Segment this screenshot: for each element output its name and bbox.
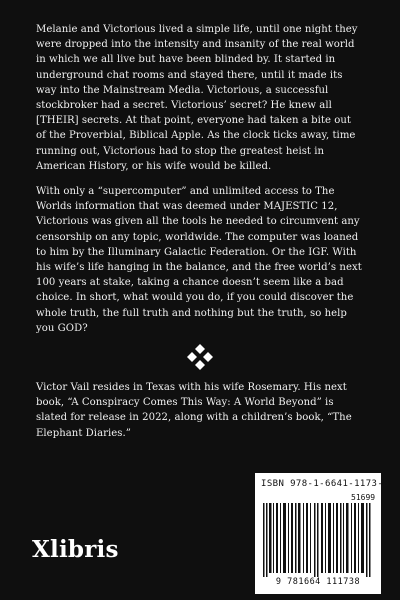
author-bio: Victor Vail resides in Texas with his wife Rosemary. His next book, “A Conspiracy Comes This Way: A World Beyond” is slated for release in 2022, along with a children’s book, “The Elephant Diaries.” (36, 382, 352, 439)
price-code-label: 51699 (351, 493, 376, 502)
back-cover-blurb (36, 22, 364, 346)
diamond-ornament-icon (186, 343, 214, 371)
blurb-paragraph-1: Melanie and Victorious lived a simple life, until one night they were dropped into the intensity and insanity of the real world in which we all live but have been blinded by. It started in underground chat rooms and stayed there, until it made its way into the Mainstream Media. Victorious, a successful stockbroker had a secret. Victorious’ secret? He knew all [THEIR] secrets. At that point, everyone had taken a bite out of the Proverbial, Biblical Apple. As the clock ticks away, time running out, Victorious had to stop the greatest heist in American History, or his wife would be killed. (36, 24, 358, 172)
blurb-paragraph-2: With only a “supercomputer” and unlimited access to The Worlds information that was deemed under MAJESTIC 12, Victorious was given all the tools he needed to circumvent any censorship on any topic, worldwide. The computer was loaned to him by the Illuminary Galactic Federation. Or the IGF. With his wife’s life hanging in the balance, and the free world’s next 100 years at stake, taking a chance doesn’t seem like a bad choice. In short, what would you do, if you could discover the whole truth, the full truth and nothing but the truth, so help you GOD? (36, 186, 362, 334)
barcode-bars (261, 503, 375, 577)
publisher-logo: Xlibris (32, 536, 119, 563)
isbn-barcode (255, 473, 390, 594)
barcode-digits: 9 781664 111738 (275, 577, 361, 587)
isbn-label: ISBN 978-1-6641-1173-8 (261, 479, 390, 489)
